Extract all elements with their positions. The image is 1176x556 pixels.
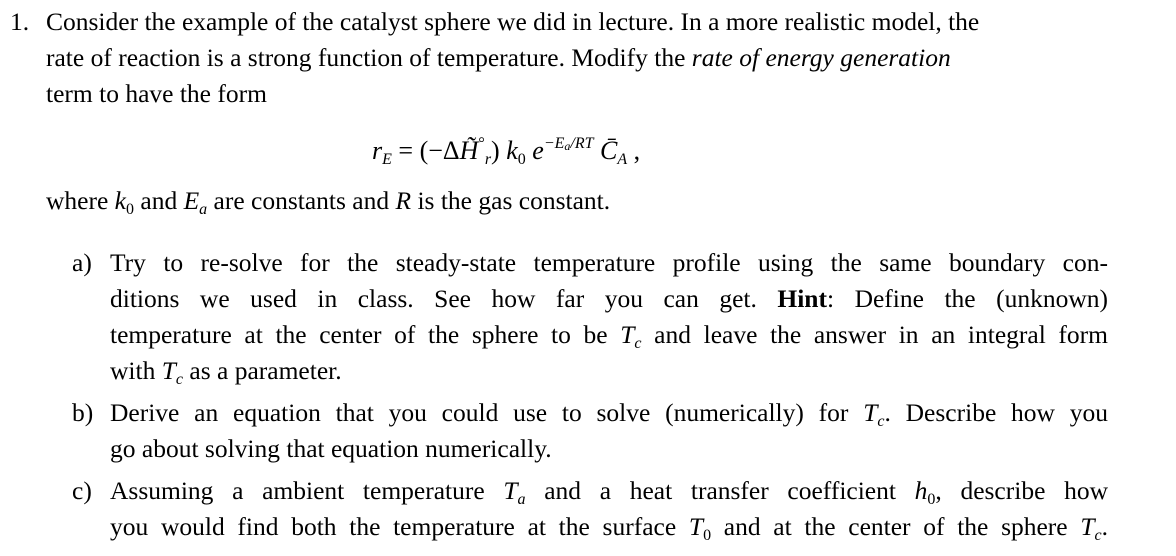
eq-enthalpy: H̃ <box>459 136 479 165</box>
part-a-text-3b: and leave the answer in an integral form <box>641 320 1108 349</box>
eq-open: = (−Δ <box>391 136 460 165</box>
part-c-text-2c: . <box>1101 512 1108 541</box>
part-c-Ta-sub: a <box>517 491 526 508</box>
part-c <box>72 473 1108 545</box>
part-a-text-2b: : Define the (unknown) <box>826 284 1108 313</box>
part-b-label: b) <box>72 398 94 427</box>
part-c-text-2a: you would find both the temperature at the surface <box>110 512 689 541</box>
part-c-Ta: T <box>503 476 518 505</box>
part-b-line-2 <box>110 431 1108 467</box>
part-a-text-4b: as a parameter. <box>183 356 342 385</box>
where-text-1: where <box>46 186 115 215</box>
where-R: R <box>395 186 412 215</box>
part-a-text-1: Try to re-solve for the steady-state temperature profile using the same boundary con- <box>110 248 1108 277</box>
part-c-text-1c: , describe how <box>935 476 1108 505</box>
eq-tail: , <box>627 136 641 165</box>
intro-text-3: term to have the form <box>46 79 267 108</box>
part-c-h0-sub: 0 <box>927 491 936 508</box>
hint-label: Hint <box>777 284 827 313</box>
part-a-Tc-2: T <box>161 356 176 385</box>
eq-lhs-sub: E <box>382 151 392 168</box>
part-b-line-1 <box>110 395 1108 431</box>
eq-k: k <box>506 136 518 165</box>
eq-close: ) <box>491 136 507 165</box>
part-a-line-1 <box>110 245 1108 281</box>
where-E: E <box>183 186 200 215</box>
part-c-text-1a: Assuming a ambient temperature <box>110 476 504 505</box>
part-a-line-3 <box>110 317 1108 353</box>
part-b-text-1a: Derive an equation that you could use to solve (numerically) for <box>110 398 864 427</box>
part-a-label: a) <box>72 248 92 277</box>
part-b-text-2: go about solving that equation numerically. <box>110 434 552 463</box>
rate-equation <box>372 133 640 169</box>
part-b-Tc-sub: c <box>877 413 885 430</box>
where-k: k <box>114 186 126 215</box>
part-a-Tc-2-sub: c <box>175 371 184 388</box>
eq-exponent-rest: /RT <box>570 135 594 152</box>
part-a-text-3a: temperature at the center of the sphere to be <box>110 320 621 349</box>
part-a-Tc-sub: c <box>634 335 642 352</box>
where-k-sub: 0 <box>126 201 134 218</box>
sub-questions <box>72 245 1108 551</box>
part-c-text-2b: and at the center of the sphere <box>711 512 1081 541</box>
part-c-line-1 <box>110 473 1108 509</box>
eq-k-sub: 0 <box>517 151 526 168</box>
part-c-line-2 <box>110 509 1108 545</box>
where-E-sub: a <box>199 201 208 218</box>
where-text-3: are constants and <box>207 186 396 215</box>
eq-e: e <box>525 136 544 165</box>
intro-line-1 <box>10 4 1160 40</box>
intro-emphasis: rate of energy generation <box>691 43 951 72</box>
part-c-T0: T <box>688 512 704 541</box>
part-a-text-4a: with <box>110 356 162 385</box>
where-line <box>46 183 610 219</box>
part-c-text-1b: and a heat transfer coefficient <box>525 476 915 505</box>
part-a-Tc: T <box>620 320 635 349</box>
where-text-4: is the gas constant. <box>411 186 611 215</box>
where-text-2: and <box>134 186 184 215</box>
part-a-line-4 <box>110 353 1108 389</box>
eq-enthalpy-sup: ° <box>478 135 485 152</box>
eq-enthalpy-sub: r <box>484 151 492 168</box>
part-c-label: c) <box>72 476 92 505</box>
intro-text-1: Consider the example of the catalyst sphere we did in lecture. In a more realistic model, the <box>46 7 980 36</box>
part-c-T0-sub: 0 <box>703 527 712 544</box>
part-b-text-1b: . Describe how you <box>884 398 1108 427</box>
eq-exponent: −E <box>543 135 565 152</box>
part-a-text-2a: ditions we used in class. See how far you can get. <box>110 284 778 313</box>
part-a <box>72 245 1108 389</box>
part-a-line-2 <box>110 281 1108 317</box>
eq-lhs: r <box>372 136 383 165</box>
eq-concentration: C̄ <box>593 136 618 165</box>
part-b-Tc: T <box>863 398 878 427</box>
intro-line-2 <box>10 40 1160 76</box>
intro-text-2: rate of reaction is a strong function of temperature. Modify the <box>46 43 692 72</box>
problem-number: 1. <box>10 7 30 36</box>
part-c-Tc-sub: c <box>1094 527 1102 544</box>
intro-line-3 <box>10 76 1160 112</box>
part-b <box>72 395 1108 467</box>
part-c-h0: h <box>914 476 928 505</box>
problem-1 <box>10 4 1160 112</box>
part-c-Tc: T <box>1080 512 1095 541</box>
eq-exponent-sub: a <box>564 139 571 153</box>
eq-concentration-sub: A <box>617 151 628 168</box>
